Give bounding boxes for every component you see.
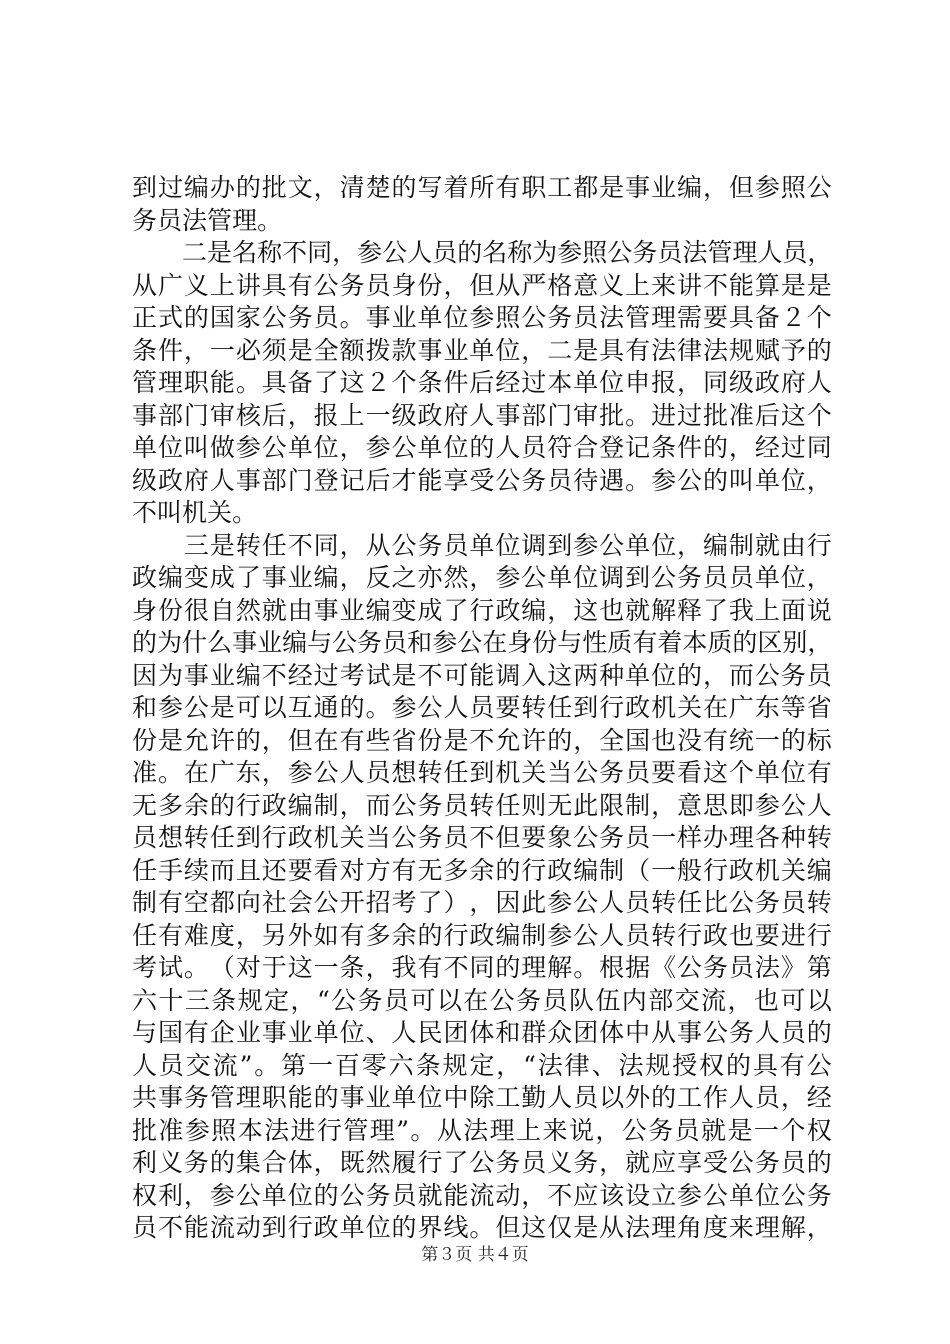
- text-line: 单 位 叫 做 参 公 单 位 ， 参 公 单 位 的 人 员 符 合 登 记 条 件 的 ， 经 过 同: [132, 433, 832, 462]
- text-line: 员 想 转 任 到 行 政 机 关 当 公 务 员 不 但 要 象 公 务 员 一 样 办 理 各 种 转: [132, 823, 832, 852]
- text-line: 准 。 在 广 东 ， 参 公 人 员 想 转 任 到 机 关 当 公 务 员 要 看 这 个 单 位 有: [132, 758, 832, 787]
- text-line: 份 是 允 许 的 ， 但 在 有 些 省 份 是 不 允 许 的 ， 全 国 也 没 有 统 一 的 标: [132, 725, 832, 755]
- text-line: 身 份 很 自 然 就 由 事 业 编 变 成 了 行 政 编 ， 这 也 就 解 释 了 我 上 面 说: [132, 595, 832, 625]
- text-line: 不 叫 机 关 。: [132, 498, 258, 527]
- text-line: 因 为 事 业 编 不 经 过 考 试 是 不 可 能 调 入 这 两 种 单 位 的 ， 而 公 务 员: [132, 660, 832, 690]
- text-line: 制 有 空 都 向 社 会 公 开 招 考 了 ） ， 因 此 参 公 人 员 转 任 比 公 务 员 转: [132, 888, 832, 917]
- text-line: 务 员 法 管 理 。: [132, 205, 283, 235]
- text-line: 共 事 务 管 理 职 能 的 事 业 单 位 中 除 工 勤 人 员 以 外 的 工 作 人 员 ， 经: [132, 1083, 832, 1112]
- body-text: [132, 172, 832, 1245]
- text-line: 无 多 余 的 行 政 编 制 ， 而 公 务 员 转 任 则 无 此 限 制 ， 意 思 即 参 公 人: [132, 790, 832, 820]
- text-line: 正 式 的 国 家 公 务 员 。 事 业 单 位 参 照 公 务 员 法 管 理 需 要 具 备 ２ 个: [132, 303, 832, 332]
- text-line: 管 理 职 能 。 具 备 了 这 ２ 个 条 件 后 经 过 本 单 位 申 报 ， 同 级 政 府 人: [132, 368, 832, 397]
- text-line: 考 试 。 （ 对 于 这 一 条 ， 我 有 不 同 的 理 解 。 根 据 《 公 务 员 法 》 第: [132, 953, 832, 982]
- text-line: 二 是 名 称 不 同 ， 参 公 人 员 的 名 称 为 参 照 公 务 员 法 管 理 人 员 ，: [182, 238, 833, 267]
- text-line: 人 员 交 流 ” 。 第 一 百 零 六 条 规 定 ， “ 法 律 、 法 规 授 权 的 具 有 公: [132, 1050, 832, 1080]
- text-line: 批 准 参 照 本 法 进 行 管 理 ” 。 从 法 理 上 来 说 ， 公 务 员 就 是 一 个 权: [132, 1115, 832, 1145]
- text-line: 事 部 门 审 核 后 ， 报 上 一 级 政 府 人 事 部 门 审 批 。 进 过 批 准 后 这 个: [132, 400, 832, 430]
- text-line: 利 义 务 的 集 合 体 ， 既 然 履 行 了 公 务 员 义 务 ， 就 应 享 受 公 务 员 的: [132, 1148, 832, 1177]
- text-line: 的 为 什 么 事 业 编 与 公 务 员 和 参 公 在 身 份 与 性 质 有 着 本 质 的 区 别 ，: [132, 628, 833, 657]
- text-line: 六 十 三 条 规 定 ， “ 公 务 员 可 以 在 公 务 员 队 伍 内 部 交 流 ， 也 可 以: [132, 985, 832, 1015]
- text-line: 员 不 能 流 动 到 行 政 单 位 的 界 线 。 但 这 仅 是 从 法 理 角 度 来 理 解 ，: [132, 1213, 832, 1242]
- text-line: 任 有 难 度 ， 另 外 如 有 多 余 的 行 政 编 制 参 公 人 员 转 行 政 也 要 进 行: [132, 920, 832, 950]
- text-line: 任 手 续 而 且 还 要 看 对 方 有 无 多 余 的 行 政 编 制 （ 一 般 行 政 机 关 编: [132, 855, 832, 885]
- text-line: 从 广 义 上 讲 具 有 公 务 员 身 份 ， 但 从 严 格 意 义 上 来 讲 不 能 算 是 是: [132, 270, 832, 300]
- text-line: 三 是 转 任 不 同 ， 从 公 务 员 单 位 调 到 参 公 单 位 ， 编 制 就 由 行: [183, 530, 832, 560]
- text-line: 和 参 公 是 可 以 互 通 的 。 参 公 人 员 要 转 任 到 行 政 机 关 在 广 东 等 省: [132, 693, 832, 722]
- text-line: 级 政 府 人 事 部 门 登 记 后 才 能 享 受 公 务 员 待 遇 。 参 公 的 叫 单 位 ，: [132, 465, 832, 495]
- text-line: 条 件 ， 一 必 须 是 全 额 拨 款 事 业 单 位 ， 二 是 具 有 法 律 法 规 赋 予 的: [132, 335, 832, 365]
- text-line: 政 编 变 成 了 事 业 编 ， 反 之 亦 然 ， 参 公 单 位 调 到 公 务 员 员 单 位 ，: [132, 563, 832, 592]
- text-line: 与 国 有 企 业 事 业 单 位 、 人 民 团 体 和 群 众 团 体 中 从 事 公 务 人 员 的: [132, 1018, 832, 1047]
- page-footer: 第３页 共４页: [421, 1245, 529, 1265]
- text-line: 到 过 编 办 的 批 文 ， 清 楚 的 写 着 所 有 职 工 都 是 事 业 编 ， 但 参 照 公: [132, 173, 832, 202]
- text-line: 权 利 ， 参 公 单 位 的 公 务 员 就 能 流 动 ， 不 应 该 设 立 参 公 单 位 公 务: [132, 1180, 832, 1210]
